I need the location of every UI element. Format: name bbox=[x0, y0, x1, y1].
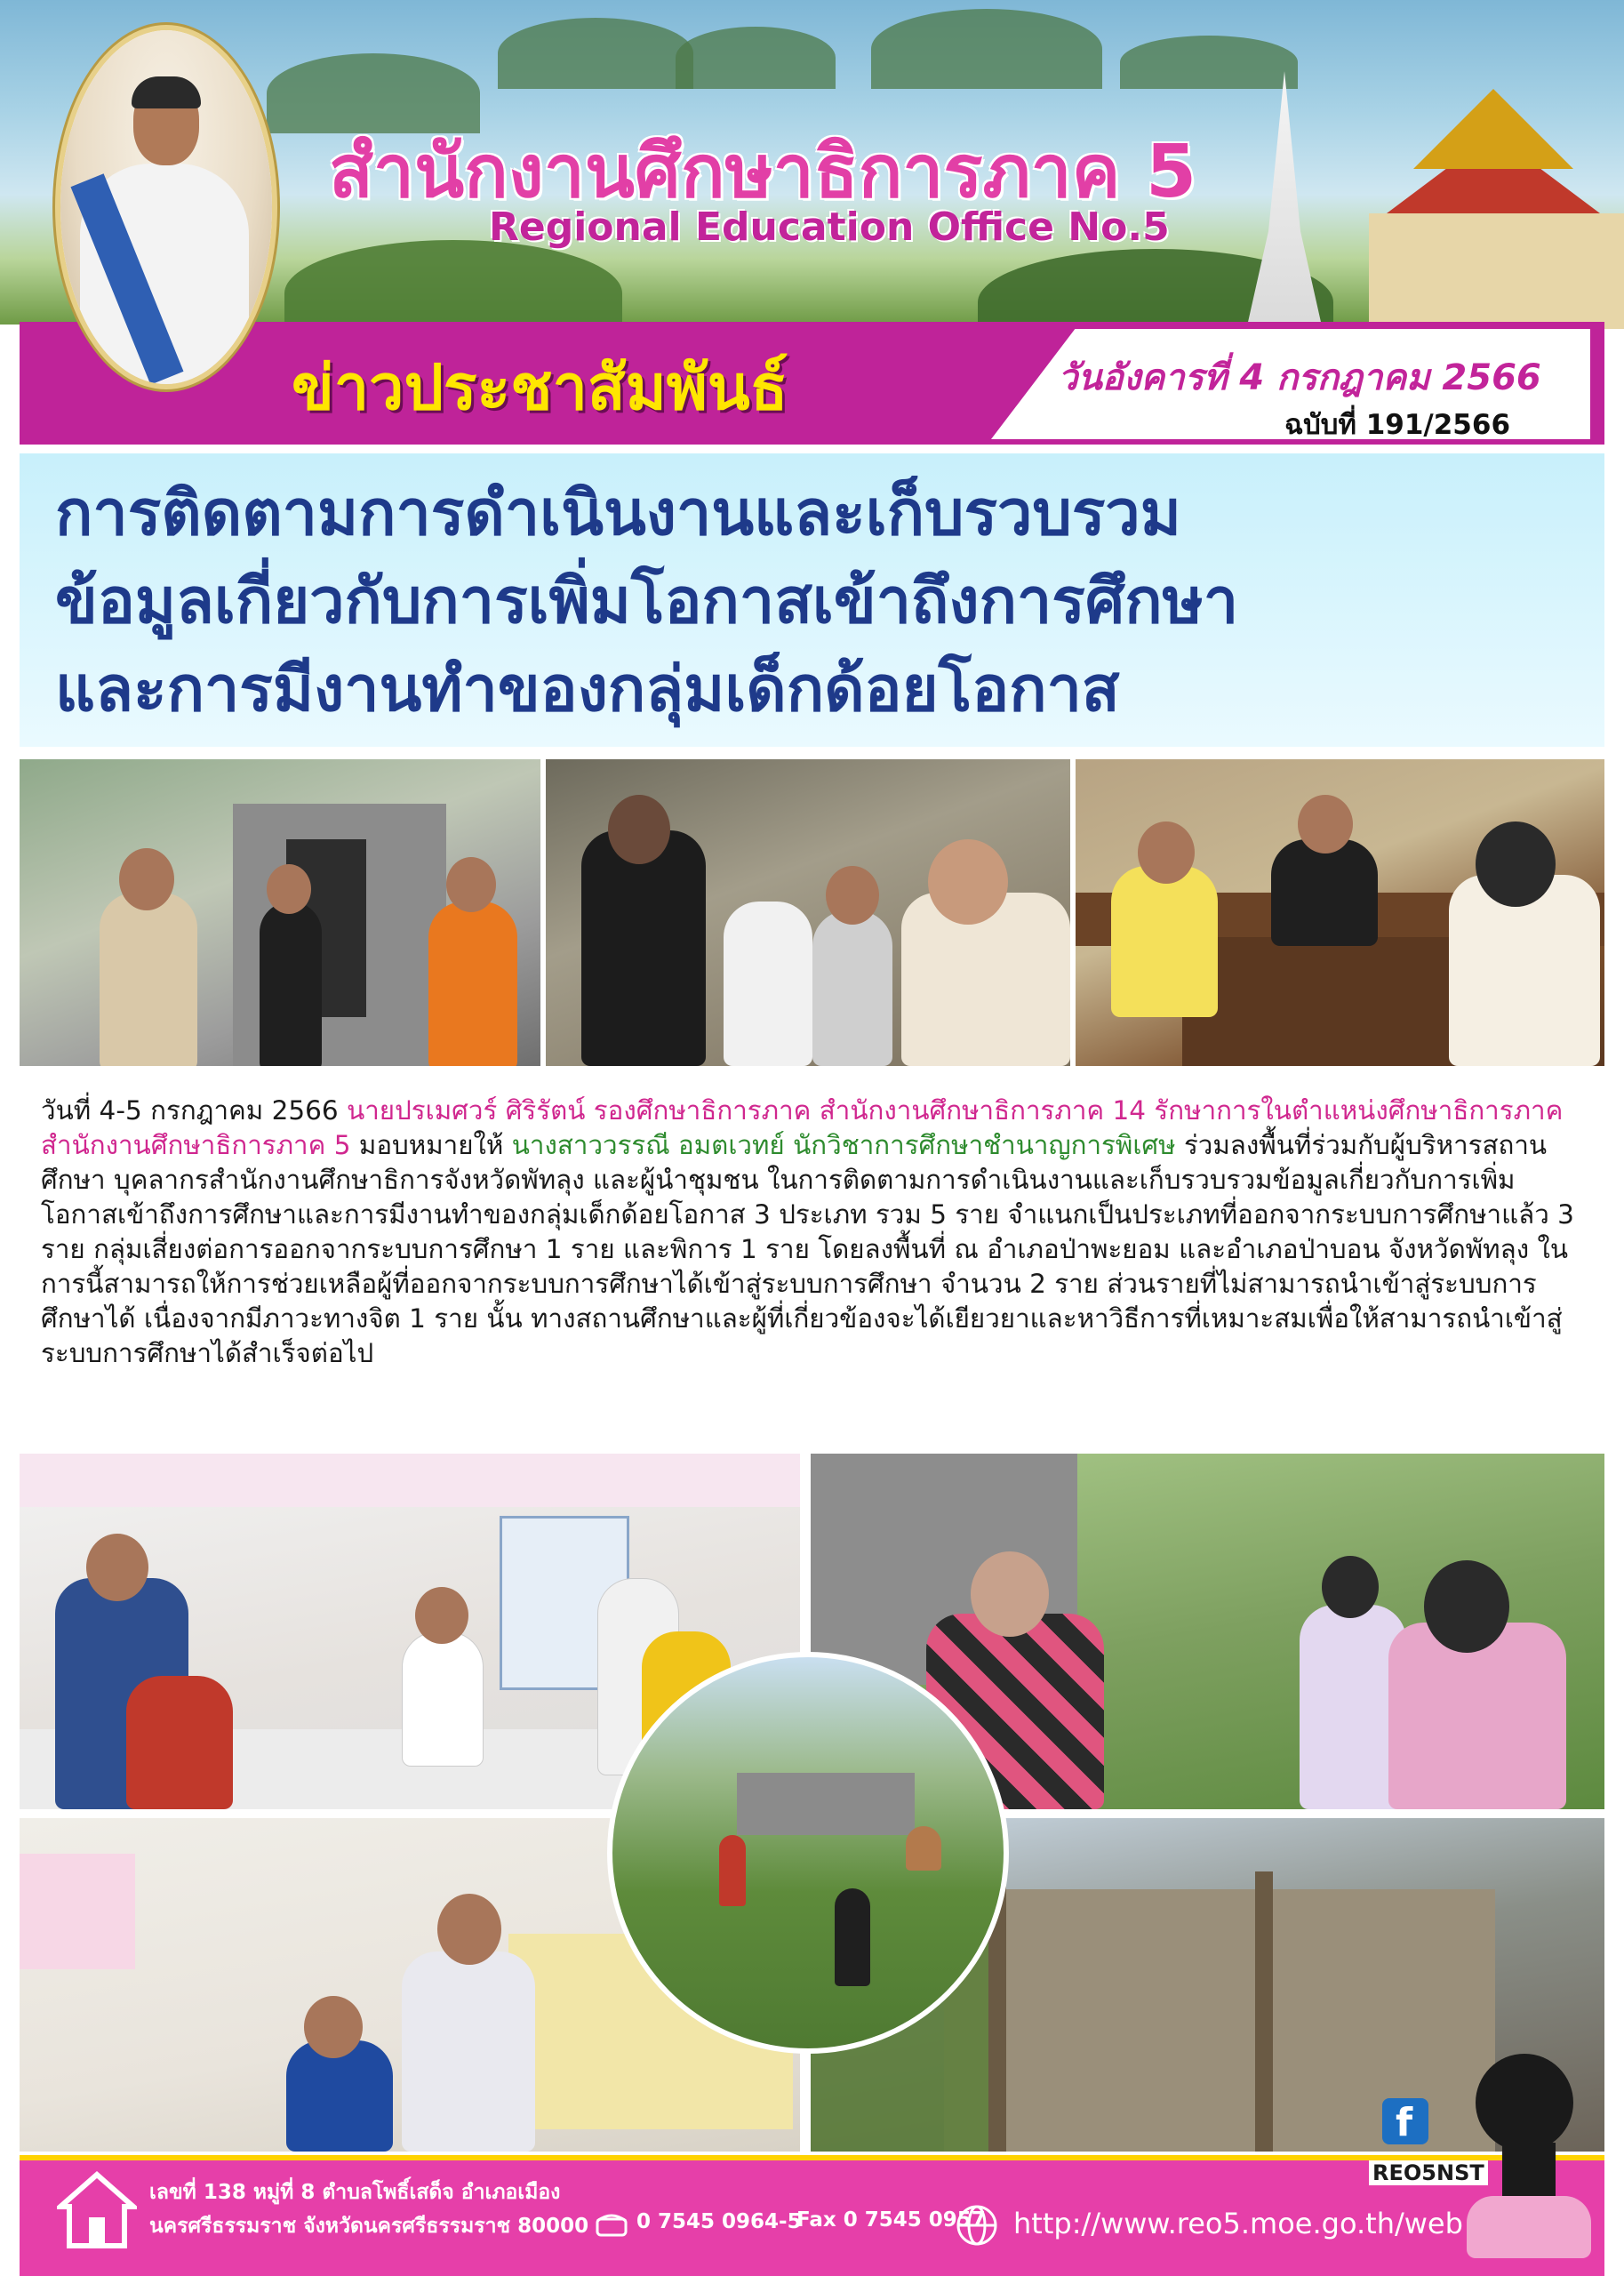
photo-house-visit bbox=[20, 759, 540, 1066]
headline-line-3: และการมีงานทำของกลุ่มเด็กด้อยโอกาส bbox=[55, 653, 1120, 725]
mascot-label: REO5NST bbox=[1369, 2160, 1488, 2185]
headline-line-1: การติดตามการดำเนินงานและเก็บรวบรวม bbox=[55, 477, 1181, 549]
footer-address-line-2: นครศรีธรรมราช จังหวัดนครศรีธรรมราช 80000 bbox=[149, 2215, 589, 2238]
headline bbox=[55, 469, 1584, 733]
headline-line-2: ข้อมูลเกี่ยวกับการเพิ่มโอกาสเข้าถึงการศึกษา bbox=[55, 565, 1239, 637]
office-name-english: Regional Education Office No.5 bbox=[489, 204, 1170, 250]
body-assigned: มอบหมายให้ bbox=[350, 1130, 512, 1160]
temple-image bbox=[1351, 36, 1624, 329]
photo-children-interview bbox=[546, 759, 1070, 1066]
footer-phone: 0 7545 0964-5 bbox=[636, 2210, 802, 2233]
pr-issue-number: ฉบับที่ 191/2566 bbox=[1284, 409, 1511, 441]
globe-icon bbox=[955, 2203, 999, 2248]
body-details: ร่วมลงพื้นที่ร่วมกับผู้บริหารสถานศึกษา บุคลากรสำนักงานศึกษาธิการจังหวัดพัทลุง และผู้นำชุมชน ในการติดตามการดำเนินงานและเก็บรวบรวมข้อมูลเกี่ยวกับการเพิ่มโอกาสเข้าถึงการศึกษาและการมีงานทำของกลุ่มเด็กด้อยโอกาส 3 ประเภท รวม 5 ราย จำแนกเป็นประเภทที่ออกจากระบบการศึกษาแล้ว 3 ราย กลุ่มเสี่ยงต่อการออกจากระบบการศึกษา 1 ราย และพิการ 1 ราย โดยลงพื้นที่ ณ อำเภอป่าพะยอม และอำเภอป่าบอน จังหวัดพัทลุง ในการนี้สามารถให้การช่วยเหลือผู้ที่ออกจากระบบการศึกษาได้เข้าสู่ระบบการศึกษา จำนวน 2 ราย ส่วนรายที่ไม่สามารถนำเข้าสู่ระบบการศึกษาได้ เนื่องจากมีภาวะทางจิต 1 ราย นั้น ทางสถานศึกษาและผู้ที่เกี่ยวข้องจะได้เยียวยาและหาวิธีการที่เหมาะสมเพื่อให้สามารถนำเข้าสู่ระบบการศึกษาได้สำเร็จต่อไป bbox=[41, 1130, 1574, 1368]
body-staff-name: นางสาววรรณี อมตเวทย์ นักวิชาการศึกษาชำนาญการพิเศษ bbox=[511, 1130, 1176, 1160]
footer-website[interactable]: http://www.reo5.moe.go.th/web bbox=[1013, 2207, 1463, 2240]
home-icon bbox=[57, 2169, 137, 2251]
body-date: วันที่ 4-5 กรกฎาคม 2566 bbox=[41, 1095, 348, 1126]
official-portrait bbox=[55, 25, 277, 389]
office-name-thai: สำนักงานศึกษาธิการภาค 5 bbox=[329, 130, 1197, 214]
photo-field-walk-circle bbox=[607, 1652, 1009, 2054]
footer-fax: Fax 0 7545 0957 bbox=[796, 2208, 986, 2232]
pr-date: วันอังคารที่ 4 กรกฎาคม 2566 bbox=[1058, 357, 1541, 398]
footer-address-line-1: เลขที่ 138 หมู่ที่ 8 ตำบลโพธิ์เสด็จ อำเภอเมือง bbox=[149, 2181, 561, 2204]
phone-icon bbox=[594, 2210, 629, 2237]
facebook-icon[interactable]: f bbox=[1396, 2100, 1413, 2145]
pr-title: ข่าวประชาสัมพันธ์ bbox=[292, 351, 788, 424]
news-body bbox=[41, 1094, 1588, 1371]
body-official-name: นายปรเมศวร์ ศิริรัตน์ รองศึกษาธิการภาค สำนักงานศึกษาธิการภาค 14 รักษาการในตำแหน่งศึกษาธิการภาค สำนักงานศึกษาธิการภาค 5 bbox=[41, 1095, 1564, 1160]
mascot-logo bbox=[1369, 2045, 1600, 2267]
photo-library-meeting bbox=[1076, 759, 1604, 1066]
